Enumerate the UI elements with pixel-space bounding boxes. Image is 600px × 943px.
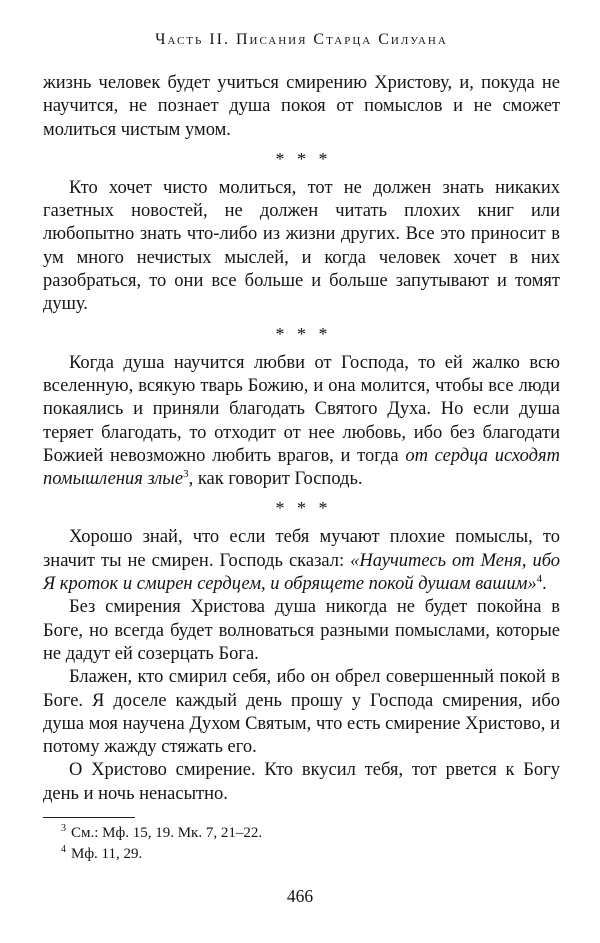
section-separator: * * * [275,323,328,344]
paragraph [43,596,560,666]
section-separator: * * * [275,498,328,519]
paragraph [43,759,560,806]
footnote-divider [43,817,135,818]
footnote [43,823,560,844]
paragraph [43,177,560,317]
text-run: Кто хочет чисто молиться, тот не должен знать никаких газетных новостей, не должен читать плохих книг или любопытно знать что-либо из жизни других. Все это приносит в ум много нечистых мыслей, и когда человек хочет в них разобраться, то они все больше и больше запутывают и томят душу. [43,177,560,315]
footnote-ref: 3 [183,468,189,480]
text-run: Без смирения Христова душа никогда не будет покойна в Боге, но всегда будет волноваться разными помыслами, которые не дадут ей созерцать Бога. [43,597,560,664]
text-run: Блажен, кто смирил себя, ибо он обрел совершенный покой в Боге. Я доселе каждый день прошу у Господа смирения, ибо душа моя научена Духом Святым, что есть смирение Христово, и потому жажду стяжать его. [43,667,560,758]
text-run: Когда душа научится любви от Господа, то ей жалко всю вселенную, всякую тварь Божию, и она молится, чтобы все люди покаялись и приняли благодать Святого Духа. Но если душа теряет благодать, то отходит от нее любовь, ибо без благодати Божией невозможно любить врагов, и тогда [43,352,560,466]
text-run: , как говорит Господь. [188,469,363,490]
paragraph [43,666,560,759]
footnote [43,844,560,865]
paragraph [43,526,560,596]
emphasis-run: «Научитесь от Меня, ибо Я кроток и смирен сердцем, и обрящете покой душам вашим» [43,550,561,595]
page-number: 466 [286,886,314,906]
page-body [43,72,560,806]
paragraph [43,352,560,492]
paragraph [43,72,560,142]
footnote-marker: 3 [61,823,66,835]
text-run: Хорошо знай, что если тебя мучают плохие помыслы, то значит ты не смирен. Господь сказал: [43,527,560,571]
footnote-text: См.: Мф. 15, 19. Мк. 7, 21–22. [71,825,263,842]
footnote-text: Мф. 11, 29. [71,846,143,863]
footnotes [43,823,560,865]
section-separator: * * * [275,148,328,169]
footnote-ref: 4 [536,572,543,585]
text-run: жизнь человек будет учиться смирению Христову, и, покуда не научится, не познает душа покоя от помыслов и не сможет молиться чистым умом. [43,73,560,140]
emphasis-run: от сердца исходят помышления злые [43,445,560,490]
footnote-marker: 4 [61,844,66,856]
running-header: Часть II. Писания Старца Силуана [155,31,448,48]
text-run: О Христово смирение. Кто вкусил тебя, тот рвется к Богу день и ночь ненасытно. [43,760,560,804]
text-run: . [542,574,547,595]
